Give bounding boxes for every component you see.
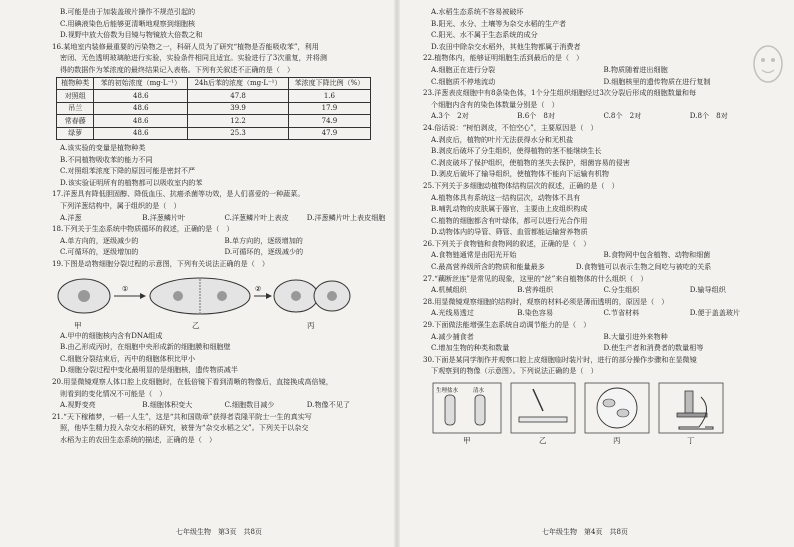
q24-option-b: B.剥皮后破坏了分生组织，使得植物的茎不能继续生长 [431, 146, 602, 156]
table-cell: 对照组 [57, 90, 94, 103]
table-cell: 47.9 [288, 127, 370, 140]
q16-option-b: B.不同植物吸收苯的能力不同 [60, 154, 153, 164]
q22-stem: 22.植物体内，能够证明细胞生活到最后的是（ ） [423, 53, 584, 63]
table-cell: 48.6 [94, 115, 188, 128]
q17-option-a: A.洋葱 [60, 212, 82, 222]
nucleus-bing-2 [327, 291, 337, 301]
q27-option-a: A.机械组织 [431, 285, 467, 295]
field-of-view-icon [597, 388, 637, 428]
fig-text-saline: 生理盐水 [436, 388, 459, 394]
q28-stem: 28.用显微镜观察细胞的结构时，观察的材料必须是薄而透明的，原因是（ ） [423, 296, 669, 306]
q18-stem: 18.下列关于生态系统中物质循环的叙述，正确的是（ ） [52, 224, 234, 234]
q28-option-a: A.光线易透过 [431, 308, 474, 318]
q17-stem-1: 17.洋葱具有降低胆固醇、降低血压、抗癌杀菌等功效，是人们喜爱的一种蔬菜。 [52, 189, 305, 199]
q23-option-d: D.8个 8对 [689, 111, 728, 121]
nucleus-yi-right [217, 291, 227, 301]
arrow-2-label: ② [255, 284, 262, 293]
arrow-1-label: ① [122, 284, 129, 293]
cell-division-diagram [52, 270, 352, 322]
fig-label-yi: 乙 [192, 320, 200, 330]
q19-option-c: C.细胞分裂结束后，丙中的细胞体积比甲小 [60, 353, 196, 363]
q21-stem-1: 21.“天下稼穑梦，一稻一人生”，这是“共和国勋章”获得者袁隆平院士一生的真实写 [52, 411, 312, 421]
q22-options-row1 [423, 64, 776, 76]
q17-stem-2: 下列洋葱结构中，属于组织的是（ ） [60, 201, 181, 211]
q24-option-d: D.剥皮后破坏了输导组织，使植物体不能向下运输有机物 [431, 169, 609, 179]
q29-stem: 29.下面做法能增强生态系统自动调节能力的是（ ） [423, 320, 591, 330]
q29-options-row2 [423, 342, 776, 354]
q19-stem: 19.下图是动物细胞分裂过程的示意图，下列有关说法正确的是（ ） [52, 259, 269, 268]
q20-option-d: D.物像不见了 [306, 400, 350, 410]
q25-option-b: B.哺乳动物的皮肤属于器官，主要由上皮组织构成 [431, 204, 588, 214]
q18-options-row1 [52, 235, 389, 247]
table-cell: 25.3 [188, 127, 289, 140]
table-cell: 74.9 [288, 115, 370, 128]
q19-option-d: D.细胞分裂过程中变化最明显的是细胞核，遗传物质减半 [60, 365, 238, 375]
table-cell: 常春藤 [57, 115, 94, 128]
slide-icon [519, 417, 567, 422]
q29-options-row1 [423, 331, 776, 343]
q24-option-a: A.剥皮后，植物的叶片无法获得水分和无机盐 [431, 134, 574, 144]
q26-option-a: A.食物链通常是由阳光开始 [431, 250, 517, 260]
q22-option-d: D.细胞核里的遗传物质在进行复制 [603, 76, 711, 86]
q25-option-a: A.植物体具有系统这一结构层次，动物体不具有 [431, 192, 581, 202]
q19-option-b: B.由乙形成丙时，在细胞中央形成新的细胞膜和细胞壁 [60, 342, 231, 352]
q28-option-c: C.节省材料 [603, 308, 640, 318]
table-header-cell: 苯的初始浓度（mg·L⁻¹） [94, 77, 188, 90]
q18-option-d: D.可循环的，逐级减少的 [224, 247, 304, 257]
cheek-cell-1 [603, 399, 615, 407]
q17-option-b: B.洋葱鳞片叶 [142, 212, 186, 222]
table-header-cell: 苯浓度下降比例（%） [288, 77, 370, 90]
fig-label-bing: 丙 [613, 436, 621, 445]
microscope-tube-icon [685, 391, 693, 413]
q22-options-row2 [423, 76, 776, 88]
table-header-row [57, 77, 371, 90]
table-cell: 39.9 [188, 102, 289, 115]
q18-option-b: B.单方向的，逐级增加的 [224, 235, 303, 245]
q22-option-b: B.物质随着进出细胞 [603, 64, 668, 74]
nucleus-bing-1 [291, 291, 301, 301]
q21-option-a: A.水稻生态系统不容易被破坏 [431, 7, 524, 16]
q26-option-d: D.食物链可以表示生物之间吃与被吃的关系 [575, 262, 712, 272]
q21-option-b: B.阳光、水分、土壤等为杂交水稻的生产者 [431, 18, 567, 28]
table-header-cell: 植物种类 [57, 77, 94, 90]
q27-stem: 27.“藕断丝连”是常见的现象，这里的“丝”来自植物体的什么组织（ ） [423, 273, 648, 283]
q17-option-c: C.洋葱鳞片叶上表皮 [224, 212, 289, 222]
q26-stem: 26.下列关于食物链和食物网的叙述，正确的是（ ） [423, 238, 591, 248]
q26-options-row1 [423, 249, 776, 261]
q21-stem-3: 水稻为主的农田生态系统的描述，正确的是（ ） [60, 434, 217, 444]
left-page-footer: 七年级生物 第3页 共8页 [176, 528, 262, 536]
q23-stem-1: 23.洋葱表皮细胞中有8条染色体，1个分生组织细胞经过3次分裂后形成的细胞数量和每 [423, 88, 697, 98]
q24-option-c: C.剥皮破坏了保护组织，使植物的茎失去保护，细菌容易的侵害 [431, 157, 630, 167]
q24-stem: 24.俗话说：“树怕剥皮，不怕空心”，主要原因是（ ） [423, 122, 598, 132]
q22-option-a: A.细胞正在进行分裂 [431, 64, 496, 74]
q19-option-a: A.甲中的细胞核内含有DNA组成 [60, 330, 163, 340]
q30-stem-1: 30.下面是某同学制作并观察口腔上皮细胞临时装片时，进行的部分操作步骤和在显微镜 [423, 354, 697, 364]
table-cell: 1.6 [288, 90, 370, 103]
q23-option-b: B.6个 8对 [517, 111, 556, 121]
table-cell: 48.6 [94, 90, 188, 103]
q25-stem: 25.下列关于多细胞动植物体结构层次的叙述，正确的是（ ） [423, 180, 619, 190]
q17-option-d: D.洋葱鳞片叶上表皮细胞 [306, 212, 386, 222]
right-page-footer: 七年级生物 第4页 共8页 [542, 528, 628, 536]
q29-option-c: C.增加生物的种类和数量 [431, 343, 510, 353]
table-row [57, 115, 371, 128]
fig-label-jia: 甲 [74, 320, 82, 330]
table-cell: 47.8 [188, 90, 289, 103]
q16-stem-2: 密闭、无色透明玻璃舱进行实验，实验条件相同且适宜。实验进行了3次重复，并将测 [60, 53, 327, 63]
q28-option-b: B.染色容易 [517, 308, 554, 318]
prev-option-b: B.可能是由于加装盖玻片操作不规范引起的 [60, 7, 196, 16]
q23-options [423, 110, 776, 122]
table-row [57, 90, 371, 103]
cheek-cell-2 [617, 409, 629, 417]
q23-option-c: C.8个 2对 [603, 111, 642, 121]
fig-label-jia: 甲 [463, 436, 471, 445]
test-tube-1-icon [445, 395, 455, 425]
q20-option-a: A.视野变亮 [60, 400, 96, 410]
arrow-2-head [266, 293, 272, 299]
q28-option-d: D.便于盖盖玻片 [689, 308, 741, 318]
q27-option-b: B.营养组织 [517, 285, 554, 295]
table-row [57, 127, 371, 140]
fig-text-water: 清水 [473, 388, 485, 394]
q29-option-d: D.使生产者和消费者的数量相等 [603, 343, 704, 353]
q21-option-c: C.阳光、水不属于生态系统的成分 [431, 30, 538, 40]
q18-option-c: C.可循环的，逐级增加的 [60, 247, 139, 257]
q25-option-d: D.动物体内的导管、筛管、血管都能运输营养物质 [431, 227, 588, 237]
q30-procedure-figure [423, 377, 776, 447]
fig-label-bing: 丙 [307, 320, 315, 330]
q19-cell-division-figure [52, 270, 389, 330]
q20-stem-2: 则看到的变化情况不可能是（ ） [60, 388, 167, 398]
table-cell: 绿萝 [57, 127, 94, 140]
table-cell: 17.9 [288, 102, 370, 115]
q20-option-c: C.细胞数目减少 [224, 400, 275, 410]
q25-option-c: C.植物的细胞都含有叶绿体，都可以进行光合作用 [431, 215, 588, 225]
prev-option-d: D.视野中放大倍数为目镜与物镜放大倍数之和 [60, 30, 203, 40]
q20-option-b: B.细胞体积变大 [142, 400, 193, 410]
q16-option-d: D.该实验证明所有的植物都可以吸收室内的苯 [60, 177, 203, 187]
panel-yi [511, 383, 575, 433]
q16-stem-3: 得的数据作为苯浓度的最终结果记入表格。下列有关叙述不正确的是（ ） [60, 64, 295, 74]
q27-options [423, 284, 776, 296]
right-page [397, 0, 794, 547]
q28-options [423, 307, 776, 319]
q21-option-d: D.农田中除杂交水稻外，其他生物都属于消费者 [431, 41, 581, 51]
stamp-icon [750, 40, 786, 100]
q26-option-b: B.食物网中包含植物、动物和细菌 [603, 250, 711, 260]
nucleus-jia [78, 290, 90, 302]
fig-label-yi: 乙 [539, 436, 547, 445]
table-header-cell: 24h后苯的浓度（mg·L⁻¹） [188, 77, 289, 90]
prev-option-c: C.用碘液染色后能够更清晰地观察到细胞核 [60, 18, 196, 28]
table-cell: 48.6 [94, 127, 188, 140]
nucleus-yi-left [173, 291, 183, 301]
table-cell: 48.6 [94, 102, 188, 115]
q16-stem-1: 16.某地室内装修最重要的污染物之一，科研人员为了研究“植物是否能吸收苯”，利用 [52, 41, 319, 51]
q16-table [56, 77, 371, 141]
table-row [57, 102, 371, 115]
q26-options-row2 [423, 261, 776, 273]
q29-option-b: B.大量引进外来物种 [603, 331, 668, 341]
q26-option-c: C.最高营养级所含的物质和能量最多 [431, 262, 545, 272]
dropper-icon [533, 389, 543, 411]
q17-options [52, 212, 389, 224]
q23-option-a: A.3个 2对 [431, 111, 469, 121]
q22-option-c: C.细胞质不停地流动 [431, 76, 496, 86]
microscope-stage-icon [677, 413, 707, 417]
fig-label-ding: 丁 [687, 436, 695, 445]
q30-diagram [423, 377, 763, 441]
q20-stem-1: 20.用显微镜观察人体口腔上皮细胞时，在低倍镜下看到清晰的物像后，直接换成高倍镜， [52, 376, 333, 386]
table-cell: 12.2 [188, 115, 289, 128]
q27-option-c: C.分生组织 [603, 285, 640, 295]
q16-option-a: A.该实验的变量是植物种类 [60, 143, 146, 153]
q18-option-a: A.单方向的，逐级减少的 [60, 235, 139, 245]
test-tube-2-icon [475, 395, 485, 425]
q23-stem-2: 个细胞内含有的染色体数量分别是（ ） [431, 99, 559, 109]
q29-option-a: A.减少捕食者 [431, 331, 474, 341]
q20-options [52, 399, 389, 411]
q18-options-row2 [52, 246, 389, 258]
q16-option-c: C.对照组苯浓度下降的原因可能是密封不严 [60, 166, 196, 176]
q27-option-d: D.输导组织 [689, 285, 726, 295]
stamp-mark [750, 40, 786, 100]
table-cell: 吊兰 [57, 102, 94, 115]
q30-stem-2: 下观察到的物像（示意图）。下列说法正确的是（ ） [431, 366, 598, 376]
q21-stem-2: 照，他毕生精力投入杂交水稻的研究，被誉为“杂交水稻之父”。下列关于以杂交 [60, 423, 309, 433]
arrow-1-head [140, 293, 146, 299]
